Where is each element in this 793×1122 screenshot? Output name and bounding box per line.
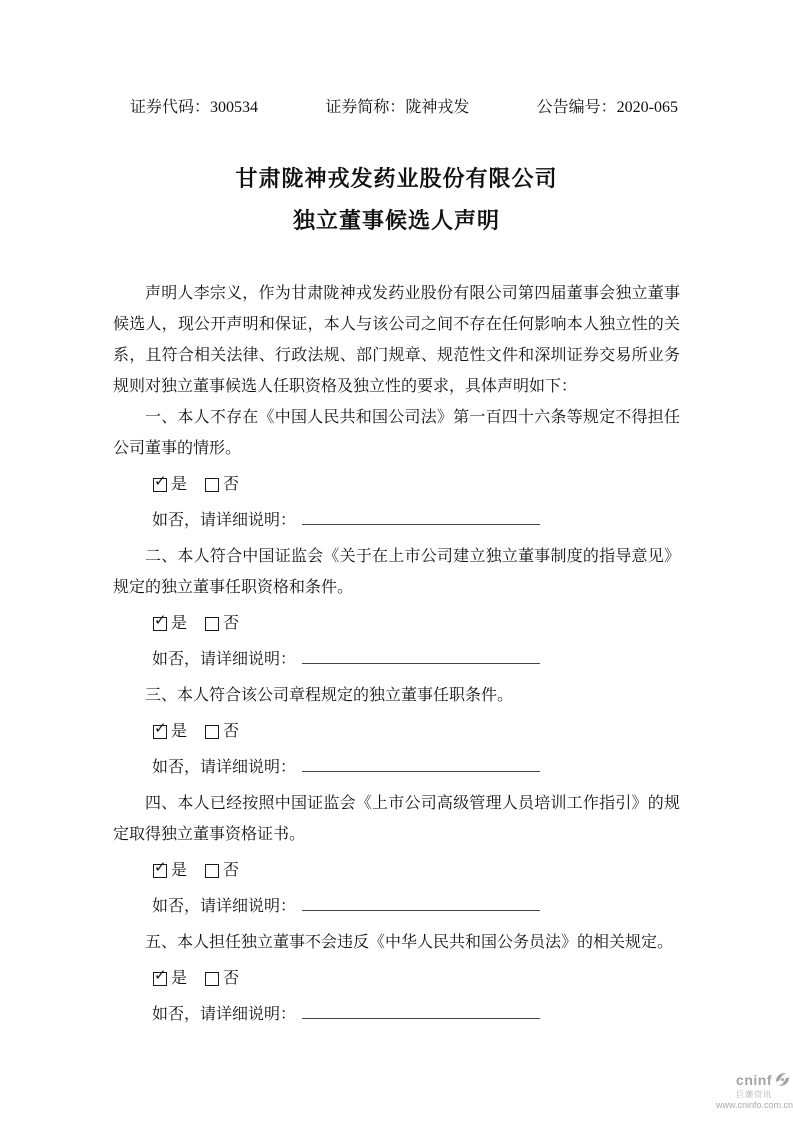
item-1-explain-blank-field[interactable] (302, 509, 540, 525)
item-2-yes-label: 是 (171, 615, 188, 632)
item-3-paragraph: 三、本人符合该公司章程规定的独立董事任职条件。 (145, 687, 514, 704)
item-4-yes-checkbox[interactable] (153, 864, 167, 878)
item-2-checkbox-row (153, 613, 680, 635)
item-2-explain-label: 如否，请详细说明： (152, 651, 297, 668)
item-1-yes-checkbox[interactable] (153, 478, 167, 492)
item-2-explain-row (152, 648, 680, 670)
item-3-explain-blank-field[interactable] (302, 756, 540, 772)
item-3-yes-label: 是 (171, 723, 188, 740)
cninfo-logo-text: cninf (736, 1071, 772, 1088)
document-body (113, 278, 680, 1025)
stock-code (130, 97, 258, 119)
document-title: 独立董事候选人声明 (292, 208, 500, 233)
item-4-yes-label: 是 (171, 862, 188, 879)
announcement-no (537, 97, 678, 119)
item-1-yes-label: 是 (171, 476, 188, 493)
item-4-explain-label: 如否，请详细说明： (152, 898, 297, 915)
item-1-explain-row (152, 509, 680, 531)
announcement-no-label: 公告编号： (536, 99, 617, 116)
item-3-explain-row (152, 756, 680, 778)
securities-header (130, 97, 678, 119)
item-4-paragraph: 四、本人已经按照中国证监会《上市公司高级管理人员培训工作指引》的规定取得独立董事资格证书。 (113, 795, 680, 843)
item-5-explain-label: 如否，请详细说明： (152, 1006, 297, 1023)
item-5-explain-row (152, 1003, 680, 1025)
item-5-checkbox-row (153, 968, 680, 990)
item-4-no-label: 否 (223, 862, 240, 879)
item-3-checkbox-row (153, 721, 680, 743)
cninfo-chinese-label: 巨潮资讯 (736, 1090, 772, 1099)
item-3-no-checkbox[interactable] (205, 725, 219, 739)
item-2-no-checkbox[interactable] (205, 617, 219, 631)
item-5-yes-checkbox[interactable] (153, 972, 167, 986)
stock-name-label: 证券简称： (325, 99, 406, 116)
item-2-no-label: 否 (223, 615, 240, 632)
stock-code-value: 300534 (210, 99, 259, 116)
item-3-explain-label: 如否，请详细说明： (152, 759, 297, 776)
item-4-no-checkbox[interactable] (205, 864, 219, 878)
cninfo-logo-row (716, 1070, 792, 1089)
stock-name-value: 陇神戎发 (405, 99, 470, 116)
item-1-no-label: 否 (223, 476, 240, 493)
cninfo-url: www.cninfo.com.cn (716, 1100, 793, 1110)
announcement-no-value: 2020-065 (616, 99, 678, 116)
cninfo-swirl-icon (773, 1070, 792, 1089)
item-3-no-label: 否 (223, 723, 240, 740)
item-4-explain-blank-field[interactable] (302, 895, 540, 911)
item-3-yes-checkbox[interactable] (153, 725, 167, 739)
item-1-no-checkbox[interactable] (205, 478, 219, 492)
item-5-paragraph: 五、本人担任独立董事不会违反《中华人民共和国公务员法》的相关规定。 (145, 934, 674, 951)
item-5-yes-label: 是 (171, 970, 188, 987)
company-title: 甘肃陇神戎发药业股份有限公司 (235, 166, 558, 191)
intro-paragraph: 声明人李宗义，作为甘肃陇神戎发药业股份有限公司第四届董事会独立董事候选人，现公开声明和保证，本人与该公司之间不存在任何影响本人独立性的关系，且符合相关法律、行政法规、部门规章、规范性文件和深圳证券交易所业务规则对独立董事候选人任职资格及独立性的要求，具体声明如下： (113, 285, 680, 395)
item-1-explain-label: 如否，请详细说明： (152, 512, 297, 529)
item-4-explain-row (152, 895, 680, 917)
stock-code-label: 证券代码： (130, 99, 211, 116)
stock-name (325, 97, 469, 119)
item-1-paragraph: 一、本人不存在《中国人民共和国公司法》第一百四十六条等规定不得担任公司董事的情形。 (113, 409, 680, 457)
item-5-no-checkbox[interactable] (205, 972, 219, 986)
item-1-checkbox-row (153, 474, 680, 496)
item-5-no-label: 否 (223, 970, 240, 987)
item-2-paragraph: 二、本人符合中国证监会《关于在上市公司建立独立董事制度的指导意见》规定的独立董事任职资格和条件。 (113, 548, 680, 596)
item-5-explain-blank-field[interactable] (302, 1003, 540, 1019)
item-2-explain-blank-field[interactable] (302, 648, 540, 664)
cninfo-watermark (716, 1070, 792, 1110)
item-2-yes-checkbox[interactable] (153, 617, 167, 631)
item-4-checkbox-row (153, 860, 680, 882)
